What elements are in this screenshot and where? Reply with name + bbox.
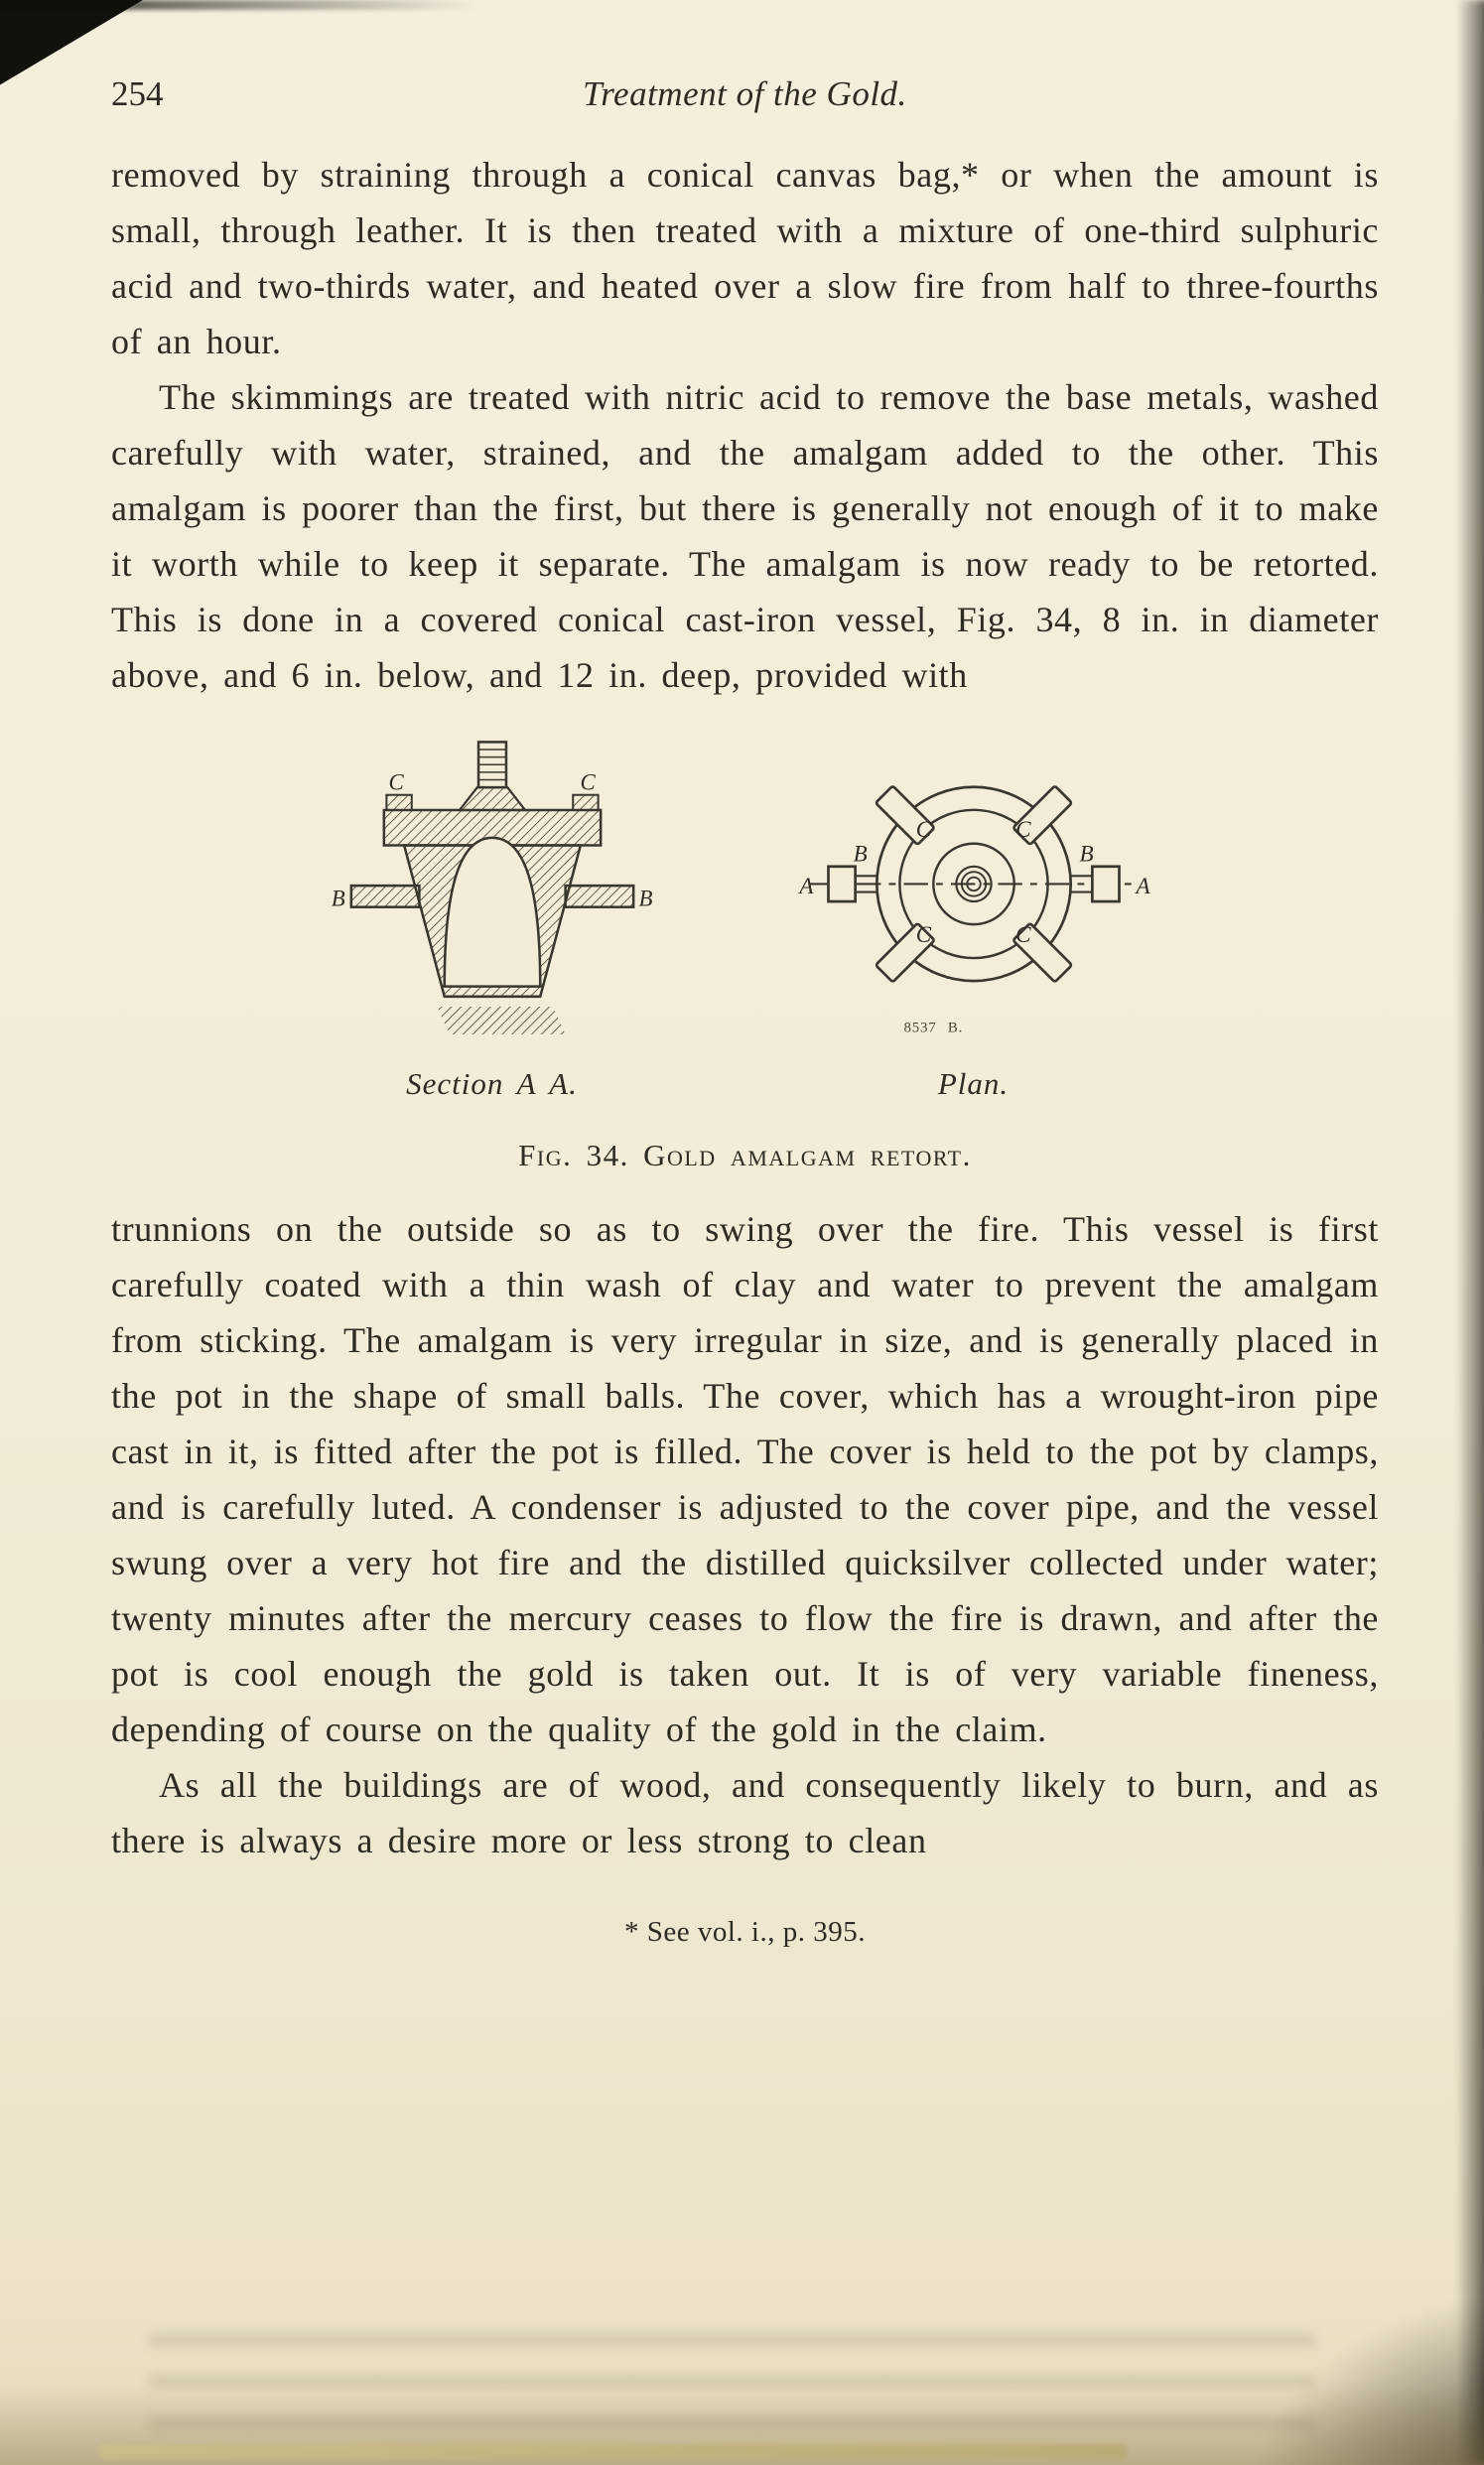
plan-drawing-block xyxy=(785,743,1162,1112)
label-c-ne: C xyxy=(1014,815,1031,842)
cover-lug-left xyxy=(386,795,411,810)
paragraph-4: As all the buildings are of wood, and consequently likely to burn, and as there is always a desire more or less strong to clean xyxy=(111,1765,1379,1860)
section-drawing-block xyxy=(329,737,656,1112)
cover-lug-right xyxy=(573,795,598,810)
scan-artifact-bottom-strip xyxy=(99,2444,1127,2459)
section-caption: Section A A. xyxy=(406,1066,578,1101)
label-c-right: C xyxy=(579,769,596,795)
label-a-left: A xyxy=(798,872,814,898)
plan-trunnion-right xyxy=(1092,867,1119,901)
ground-hatch xyxy=(437,1007,565,1034)
paragraph-3: trunnions on the outside so as to swing over the fire. This vessel is first carefully coated with a thin wash of clay and water to prevent the amalgam from sticking. The amalgam is very irregular in size, and is generally placed in the pot in the shape of small balls. The cover, which has a wrought-iron pipe cast in it, is fitted after the pot is filled. The cover is held to the pot by clamps, and is carefully luted. A condenser is adjusted to the cover pipe, and the vessel swung over a very hot fire and the distilled quicksilver collected under water; twenty minutes after the mercury ceases to flow the fire is drawn, and after the pot is cool enough the gold is taken out. It is of very variable fineness, depending of course on the quality of the gold in the claim. xyxy=(111,1209,1379,1749)
label-b-right: B xyxy=(1078,840,1094,867)
retort-plan-diagram xyxy=(785,743,1162,1052)
paragraph-2: The skimmings are treated with nitric acid to remove the base metals, washed carefully with water, strained, and the amalgam added to the other. This amalgam is poorer than the first, but there is generally not enough of it to make it worth while to keep it separate. The amalgam is now ready to be retorted. This is done in a covered conical cast-iron vessel, Fig. 34, 8 in. in diameter above, and 6 in. below, and 12 in. deep, provided with xyxy=(111,377,1379,695)
body-text xyxy=(111,147,1379,1868)
label-c-left: C xyxy=(388,769,405,795)
plan-trunnion-left xyxy=(828,867,855,901)
label-b-left: B xyxy=(331,886,346,911)
retort-section-diagram xyxy=(329,737,656,1052)
label-c-sw: C xyxy=(915,920,932,947)
scan-artifact-showthrough-text xyxy=(149,2333,1315,2442)
plan-caption: Plan. xyxy=(937,1066,1010,1101)
running-head: Treatment of the Gold. xyxy=(583,74,907,113)
label-b-left: B xyxy=(853,840,869,867)
scan-artifact-right-edge xyxy=(1456,0,1484,2465)
page-header xyxy=(111,71,1379,117)
label-b-right: B xyxy=(637,886,653,911)
label-c-se: C xyxy=(1014,920,1031,947)
figure-caption: Fig. 34. Gold amalgam retort. xyxy=(518,1138,972,1172)
figure-34 xyxy=(111,737,1379,1183)
footnote: * See vol. i., p. 395. xyxy=(624,1916,866,1948)
paragraph-1: removed by straining through a conical canvas bag,* or when the amount is small, through leather. It is then treated with a mixture of one-third sulphuric acid and two-thirds water, and heated over a slow fire from half to three-fourths of an hour. xyxy=(111,155,1379,361)
pipe-gland xyxy=(460,787,525,810)
label-a-right: A xyxy=(1135,872,1150,898)
trunnion-left xyxy=(350,886,419,907)
page-number: 254 xyxy=(111,74,164,113)
trunnion-right xyxy=(565,886,633,907)
plate-mark: 8537 B. xyxy=(902,1020,963,1036)
figure-drawings xyxy=(111,737,1379,1112)
label-c-nw: C xyxy=(915,815,932,842)
page-content xyxy=(111,0,1379,1949)
